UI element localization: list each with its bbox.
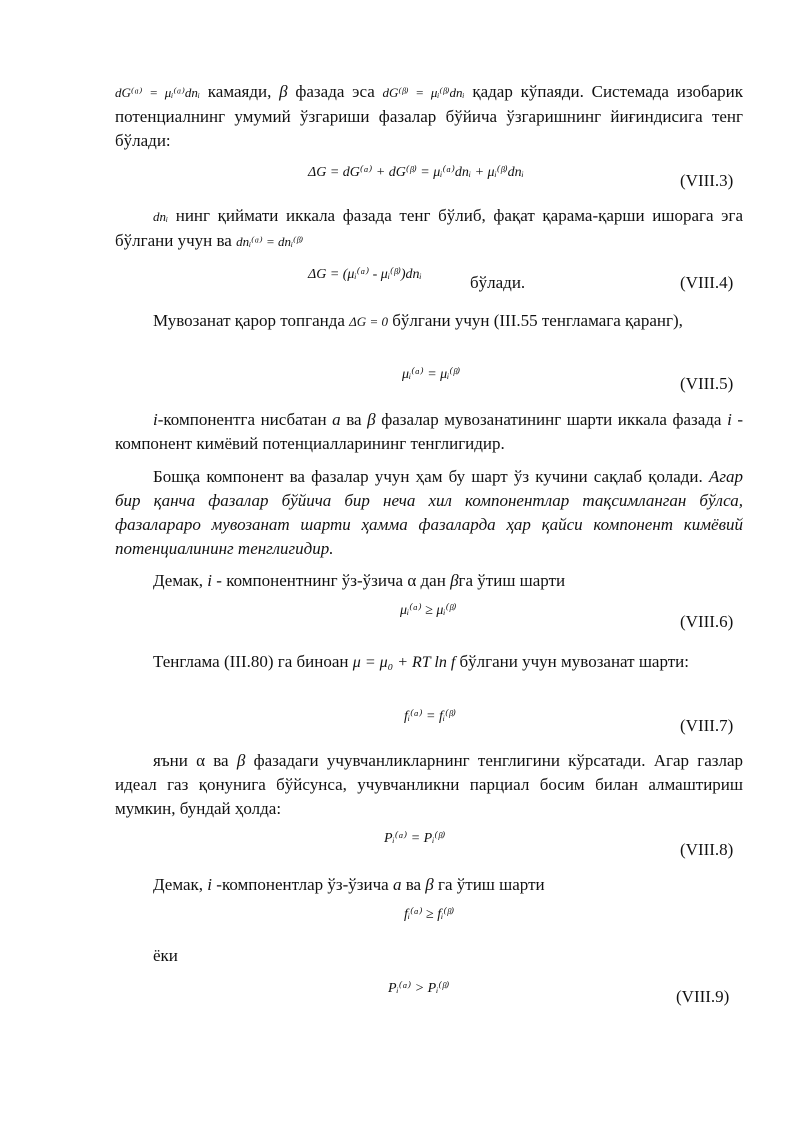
p10-text: ёки: [153, 946, 178, 965]
p9-beta: β: [425, 875, 434, 894]
equation-viii-3: ΔG = dG⁽ᵅ⁾ + dG⁽ᵝ⁾ = μᵢ⁽ᵅ⁾dnᵢ + μᵢ⁽ᵝ⁾dnᵢ: [308, 165, 524, 180]
equation-number-viii-9: (VIII.9): [676, 987, 730, 1006]
p9-text-b: -компонентлар ўз-ўзича: [216, 875, 389, 894]
p9-text-c: ва: [405, 875, 422, 894]
paragraph-10: [115, 944, 743, 968]
formula-dG-beta: dG⁽ᵝ⁾ = μᵢ⁽ᵝ⁾dnᵢ: [382, 85, 465, 100]
paragraph-9: [115, 873, 743, 897]
p8-beta: β: [236, 751, 246, 770]
p9-i: i: [207, 875, 213, 894]
paragraph-2: [115, 204, 743, 254]
p9-text-d: га ўтиш шарти: [438, 875, 545, 894]
p8-text-c: фазадаги учувчанликларнинг тенглигини кўрсатади. Агар газлар идеал газ қонунига бўйсунса, учувчанликни парциал босим билан алмаштириш мумкин, бундай ҳолда:: [115, 751, 744, 818]
beta-symbol: β: [279, 82, 288, 101]
equation-number-viii-6: (VIII.6): [680, 612, 734, 631]
p7-text-a: Тенглама (III.80) га биноан: [153, 652, 349, 671]
p1-text-a: камаяди,: [207, 82, 272, 101]
p6-alpha: α: [407, 571, 417, 590]
p5-text-italic: Агар бир қанча фазалар бўйича бир неча хил компонентлар тақсимланган бўлса, фазалараро мувозанат шарти ҳамма фазаларда ҳар қайси компонент кимёвий потенциалининг тенглигидир.: [115, 467, 743, 558]
p5-text-a: Бошқа компонент ва фазалар учун ҳам бу шарт ўз кучини сақлаб қолади.: [153, 467, 703, 486]
p4-text-d: - компонент кимёвий потенциалларининг тенглигидир.: [115, 410, 744, 453]
equation-number-viii-3: (VIII.3): [680, 171, 734, 190]
formula-delta-g-zero: ΔG = 0: [349, 314, 388, 329]
p8-alpha: α: [196, 751, 205, 770]
paragraph-6: [115, 569, 743, 593]
p6-beta: β: [450, 571, 459, 590]
formula-dG-alpha: dG⁽ᵅ⁾ = μᵢ⁽ᵅ⁾dnᵢ: [115, 85, 200, 100]
p4-text-c: фазалар мувозанатининг шарти иккала фазада: [381, 410, 722, 429]
equation-viii-8: Pᵢ⁽ᵅ⁾ = Pᵢ⁽ᵝ⁾: [384, 831, 446, 846]
p8-text-a: яъни: [153, 751, 188, 770]
p6-i: i: [207, 571, 213, 590]
formula-dn-equality: dnᵢ⁽ᵅ⁾ = dnᵢ⁽ᵝ⁾: [236, 234, 304, 249]
eq4-text: бўлади.: [470, 273, 526, 292]
p2-text-a: нинг қиймати иккала фазада тенг бўлиб, фақат қарама-қарши ишорага эга бўлгани учун: [115, 206, 743, 250]
p3-text-a: Мувозанат қарор топганда: [153, 311, 345, 330]
equation-viii-9: Pᵢ⁽ᵅ⁾ > Pᵢ⁽ᵝ⁾: [388, 981, 450, 996]
p6-text-a: Демак,: [153, 571, 204, 590]
paragraph-8: [115, 749, 743, 821]
p4-i: i: [153, 410, 158, 429]
equation-viii-6: μᵢ⁽ᵅ⁾ ≥ μᵢ⁽ᵝ⁾: [400, 603, 457, 618]
paragraph-7: [115, 650, 743, 675]
p7-text-b: бўлгани учун мувозанат шарти:: [459, 652, 689, 671]
p1-text-c: қадар кўпаяди. Системада изобарик потенциалнинг умумий ўзгариши фазалар бўйича ўзгаришнинг йиғиндисига тенг бўлади:: [115, 82, 743, 150]
p6-text-c: дан: [420, 571, 446, 590]
equation-viii-4: ΔG = (μᵢ⁽ᵅ⁾ - μᵢ⁽ᵝ⁾)dnᵢ: [308, 267, 422, 282]
p9-a: a: [392, 875, 402, 894]
p3-text-b: бўлгани учун (III.55 тенгламага қаранг),: [392, 311, 683, 330]
equation-fugacity-inequality: fᵢ⁽ᵅ⁾ ≥ fᵢ⁽ᵝ⁾: [404, 907, 455, 922]
p1-text-b: фазада эса: [295, 82, 375, 101]
p6-text-d: га ўтиш шарти: [458, 571, 566, 590]
equation-number-viii-7: (VIII.7): [680, 716, 734, 735]
equation-number-viii-4: (VIII.4): [680, 273, 734, 292]
equation-number-viii-8: (VIII.8): [680, 840, 734, 859]
formula-mu-rt-ln-f: μ = μ₀ + RT ln f: [352, 654, 456, 671]
paragraph-3: [115, 309, 743, 334]
equation-number-viii-5: (VIII.5): [680, 374, 734, 393]
p9-text-a: Демак,: [153, 875, 204, 894]
p4-text-b: ва: [346, 410, 362, 429]
p4-text-a: -компонентга нисбатан: [157, 410, 327, 429]
p4-i2: i: [727, 410, 732, 429]
equation-viii-5: μᵢ⁽ᵅ⁾ = μᵢ⁽ᵝ⁾: [402, 367, 461, 382]
p4-a: a: [332, 410, 341, 429]
p2-text-b: ва: [216, 231, 232, 250]
paragraph-1: [115, 80, 743, 153]
p4-beta: β: [367, 410, 376, 429]
paragraph-4: [115, 408, 743, 456]
p8-text-b: ва: [213, 751, 229, 770]
equation-viii-7: fᵢ⁽ᵅ⁾ = fᵢ⁽ᵝ⁾: [404, 709, 456, 724]
paragraph-5: [115, 465, 743, 561]
p6-text-b: - компонентнинг ўз-ўзича: [216, 571, 404, 590]
formula-dn: dnᵢ: [153, 209, 169, 224]
